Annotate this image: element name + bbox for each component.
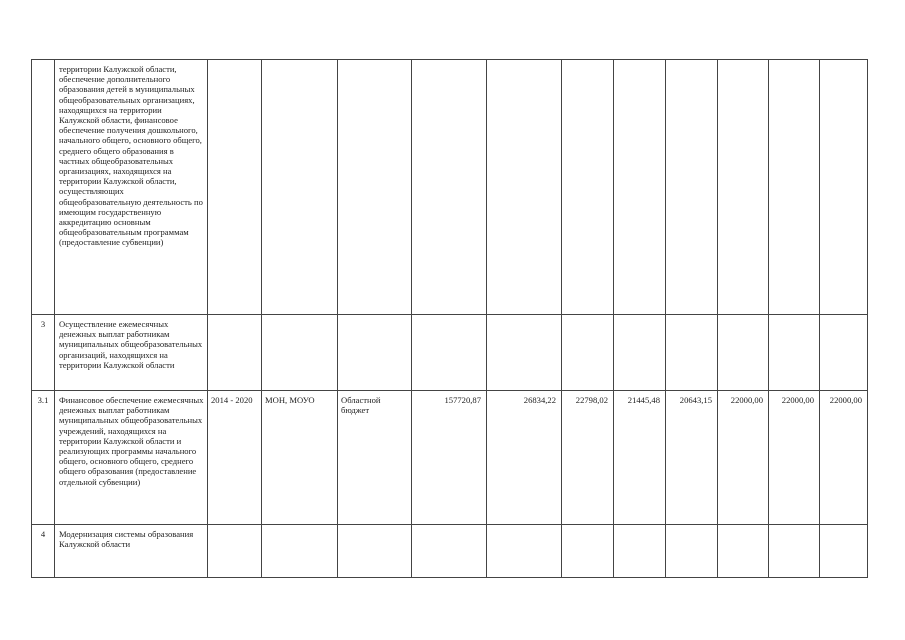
- row-number: [32, 60, 55, 315]
- table-row: [32, 391, 868, 525]
- value-cell: [718, 315, 769, 391]
- source-cell: [338, 525, 412, 578]
- period-cell: [208, 525, 262, 578]
- value-cell: [666, 60, 718, 315]
- executor-cell: МОН, МОУО: [262, 391, 338, 525]
- value-cell: [820, 60, 868, 315]
- measure-description: территории Калужской области, обеспечение дополнительного образования детей в муниципальных общеобразовательных организациях, находящихся на территории Калужской области, финансовое обеспечение получения дошкольного, начального общего, основного общего, среднего общего образования в частных общеобразовательных организациях, находящихся на территории Калужской области, осуществляющих общеобразовательную деятельность по имеющим государственную аккредитацию основным общеобразовательным программам (предоставление субвенции): [55, 60, 208, 315]
- period-cell: 2014 - 2020: [208, 391, 262, 525]
- value-cell: [487, 315, 562, 391]
- row-number: 3: [32, 315, 55, 391]
- total-cell: [412, 315, 487, 391]
- value-cell: 26834,22: [487, 391, 562, 525]
- measure-description: Финансовое обеспечение ежемесячных денежных выплат работникам муниципальных общеобразовательных учреждений, находящихся на территории Калужской области и реализующих программы начального общего, основного общего, среднего общего образования (предоставление отдельной субвенции): [55, 391, 208, 525]
- value-cell: [614, 525, 666, 578]
- period-cell: [208, 60, 262, 315]
- measure-description: Модернизация системы образования Калужской области: [55, 525, 208, 578]
- value-cell: [769, 60, 820, 315]
- total-cell: [412, 525, 487, 578]
- total-cell: 157720,87: [412, 391, 487, 525]
- source-cell: [338, 60, 412, 315]
- value-cell: [769, 315, 820, 391]
- total-cell: [412, 60, 487, 315]
- value-cell: 21445,48: [614, 391, 666, 525]
- executor-cell: [262, 315, 338, 391]
- value-cell: 20643,15: [666, 391, 718, 525]
- executor-cell: [262, 525, 338, 578]
- table-row: [32, 525, 868, 578]
- value-cell: [769, 525, 820, 578]
- value-cell: [666, 525, 718, 578]
- row-number: 4: [32, 525, 55, 578]
- program-table: [31, 59, 868, 578]
- measure-description: Осуществление ежемесячных денежных выплат работникам муниципальных общеобразовательных организаций, находящихся на территории Калужской области: [55, 315, 208, 391]
- source-cell: [338, 315, 412, 391]
- value-cell: 22000,00: [769, 391, 820, 525]
- source-cell: Областной бюджет: [338, 391, 412, 525]
- executor-cell: [262, 60, 338, 315]
- value-cell: [820, 315, 868, 391]
- value-cell: [718, 60, 769, 315]
- value-cell: 22000,00: [718, 391, 769, 525]
- period-cell: [208, 315, 262, 391]
- value-cell: 22000,00: [820, 391, 868, 525]
- value-cell: [614, 60, 666, 315]
- value-cell: [562, 315, 614, 391]
- value-cell: 22798,02: [562, 391, 614, 525]
- value-cell: [487, 525, 562, 578]
- value-cell: [820, 525, 868, 578]
- row-number: 3.1: [32, 391, 55, 525]
- table-row: [32, 315, 868, 391]
- value-cell: [562, 525, 614, 578]
- value-cell: [614, 315, 666, 391]
- value-cell: [487, 60, 562, 315]
- table-row: [32, 60, 868, 315]
- value-cell: [718, 525, 769, 578]
- value-cell: [666, 315, 718, 391]
- value-cell: [562, 60, 614, 315]
